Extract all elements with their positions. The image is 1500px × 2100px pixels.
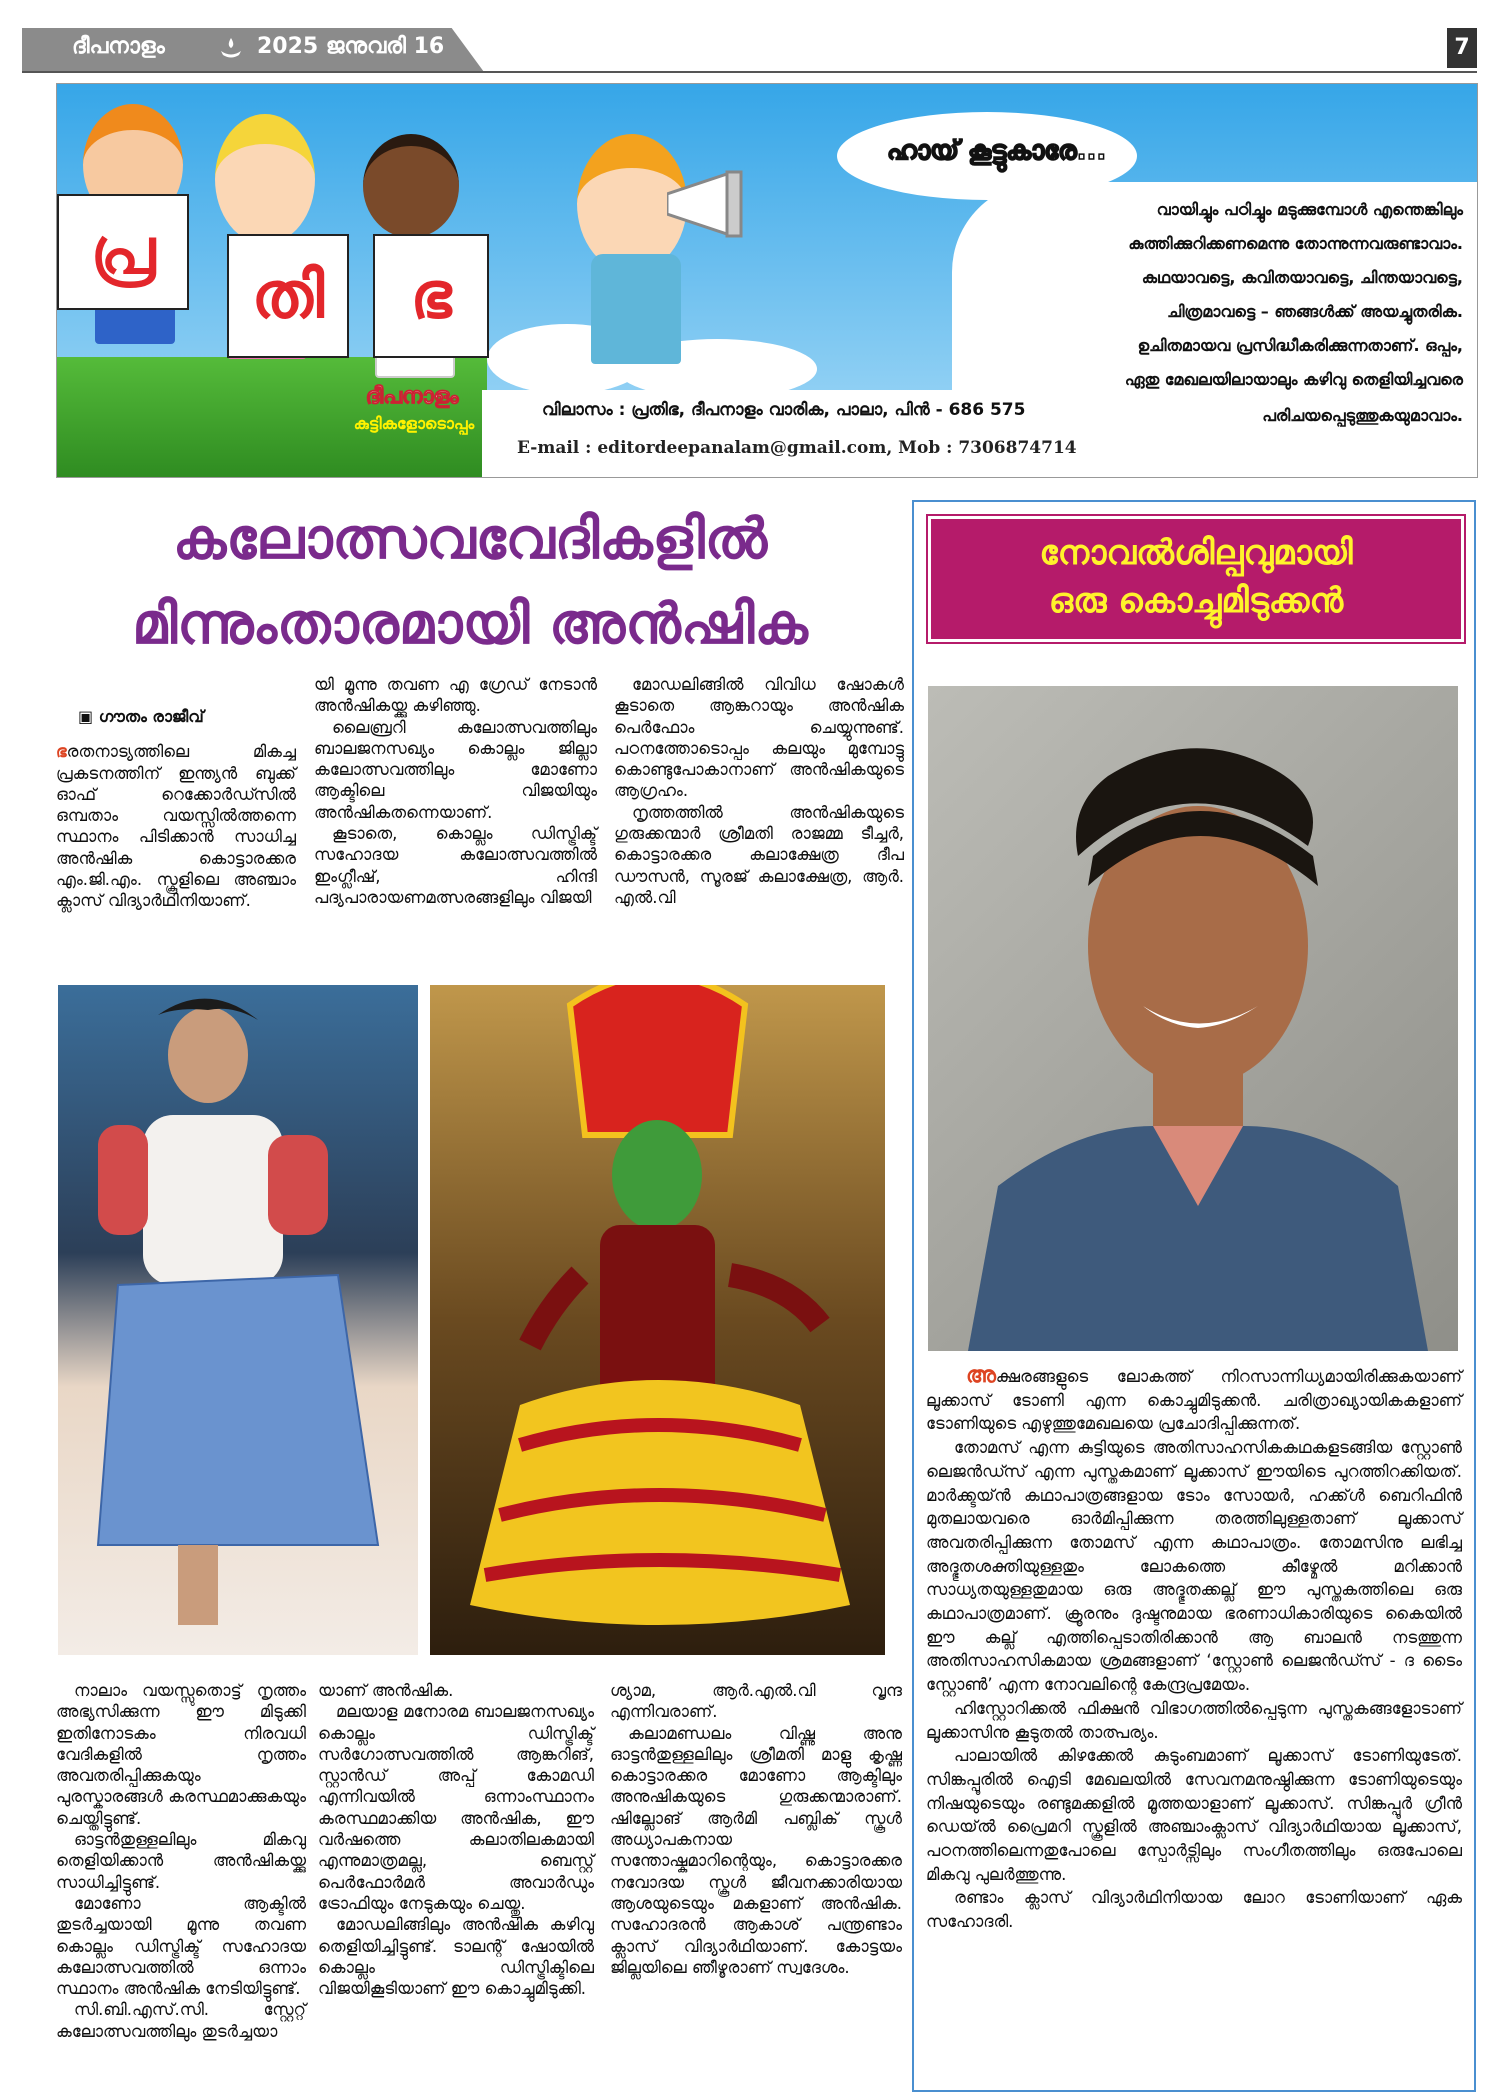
letter-sign: തി [227,234,349,358]
header-rule [22,71,1477,73]
paragraph: നൃത്തത്തിൽ അൻഷികയുടെ ഗുരുക്കന്മാർ ശ്രീമതി രാജമ്മ ടീച്ചർ, കൊട്ടാരക്കര കലാക്ഷേത്ര ദീപ ഡൗസൻ, സൂരജ് കലാക്ഷേത്ര, ആർ. എൽ.വി [614,802,904,907]
paragraph: മോഡലിങ്ങിൽ വിവിധ ഷോകൾ കൂടാതെ ആങ്കറായും അൻഷിക പെർഫോം ചെയ്യുന്നുണ്ട്. പഠനത്തോടൊപ്പം കലയും മുമ്പോട്ടു കൊണ്ടുപോകാനാണ് അൻഷികയുടെ ആഗ്രഹം. [614,675,904,801]
megaphone-girl-illustration [557,94,787,394]
article-column [318,1680,594,1999]
article-column [610,1680,902,1978]
publication-name: ദീപനാളം [72,34,165,59]
paragraph: കലാമണ്ഡലം വിഷ്ണു അനു ഓട്ടൻതുള്ളലിലും ശ്രീമതി മാളു കൃഷ്ണ കൊട്ടാരക്കര മോണോ ആക്ടിലും അനുഷികയുടെ ഗുരുക്കന്മാരാണ്. ഷില്ലോങ് ആർമി പബ്ലിക് സ്കൂൾ അധ്യാപകനായ സന്തോഷ്കുമാറിന്റെയും, കൊട്ടാരക്കര നവോദയ സ്കൂൾ ജീവനക്കാരിയായ ആശയുടെയും മകളാണ് അൻഷിക. സഹോദരൻ ആകാശ് പന്ത്രണ്ടാം ക്ലാസ് വിദ്യാർഥിയാണ്. കോട്ടയം ജില്ലയിലെ ഞീഴൂരാണ് സ്വദേശം. [610,1723,902,1977]
boy-portrait-photo [928,686,1458,1351]
article-headline-line1: കലോത്സവവേദികളിൽ [172,507,768,572]
byline: ▣ ഗൗതം രാജീവ് [78,707,204,726]
article-headline-line2: ഒരു കൊച്ചുമിടുക്കൻ [1048,581,1344,621]
paragraph: പാലായിൽ കിഴക്കേൽ കുടുംബമാണ് ലൂക്കാസ് ടോണിയുടേത്. സിങ്കപ്പൂരിൽ ഐടി മേഖലയിൽ സേവനമനുഷ്ഠിക്കുന്ന ടോണിയുടെയും നിഷയുടെയും രണ്ടുമക്കളിൽ മൂത്തയാളാണ് ലൂക്കാസ്. സിങ്കപ്പൂർ ഗ്രീൻ ഡെയ്ൽ പ്രൈമറി സ്കൂളിൽ അഞ്ചാംക്ലാസ് വിദ്യാർഥിയായ ലൂക്കാസ്, പഠനത്തിലെന്നതുപോലെ സ്പോർട്സിലും സംഗീതത്തിലും ഒരുപോലെ മികവു പുലർത്തുന്നു. [926,1746,1462,1884]
invite-line: ചിത്രമാവട്ടെ – ഞങ്ങൾക്ക് അയച്ചുതരിക. [1167,302,1463,321]
paragraph: ഹിസ്റ്റോറിക്കൽ ഫിക്ഷൻ വിഭാഗത്തിൽപ്പെടുന്ന പുസ്തകങ്ങളോടാണ് ലൂക്കാസിനു കൂടുതൽ താത്പര്യം. [926,1698,1462,1742]
greeting-text: ഹായ് കൂട്ടുകാരേ... [887,136,1107,166]
oil-lamp-icon [218,36,244,62]
drop-cap: ഭ [56,742,67,762]
article-column [314,674,597,908]
paragraph: ശ്യാമ, ആർ.എൽ.വി വൃന്ദ എന്നിവരാണ്. [610,1681,902,1722]
invite-line: ഏതു മേഖലയിലായാലും കഴിവു തെളിയിച്ചവരെ [1124,370,1463,389]
page-header [22,28,1477,72]
dancer-photo [58,985,418,1655]
paragraph: രണ്ടാം ക്ലാസ് വിദ്യാർഥിനിയായ ലോറ ടോണിയാണ് ഏക സഹോദരി. [926,1888,1462,1932]
paragraph: നാലാം വയസ്സുതൊട്ട് നൃത്തം അഭ്യസിക്കുന്ന ഈ മിടുക്കി ഇതിനോടകം നിരവധി വേദികളിൽ നൃത്തം അവതരിപ്പിക്കുകയും പുരസ്കാരങ്ങൾ കരസ്ഥമാക്കുകയും ചെയ്തിട്ടുണ്ട്. [56,1681,306,1828]
paragraph: സി.ബി.എസ്.സി. സ്റ്റേറ്റ് കലോത്സവത്തിലും തുടർച്ചയാ [56,2000,306,2041]
paragraph: മോണോ ആക്ടിൽ തുടർച്ചയായി മൂന്നു തവണ കൊല്ലം ഡിസ്ട്രിക്ട് സഹോദയ കലോത്സവത്തിൽ ഒന്നാം സ്ഥാനം അൻഷിക നേടിയിട്ടുണ്ട്. [56,1893,306,1999]
performer-photo [430,985,885,1655]
invite-line: ഉചിതമായവ പ്രസിദ്ധീകരിക്കുന്നതാണ്. ഒപ്പം, [1137,336,1463,355]
article-column [614,674,904,908]
paragraph: ലൈബ്രറി കലോത്സവത്തിലും ബാലജനസഖ്യം കൊല്ലം ജില്ലാ കലോത്സവത്തിലും മോണോ ആക്ടിലെ വിജയിയും അൻഷികതന്നെയാണ്. [314,717,597,822]
paragraph: തോമസ് എന്ന കുട്ടിയുടെ അതിസാഹസികകഥകളടങ്ങിയ സ്റ്റോൺ ലെജൻഡ്സ് എന്ന പുസ്തകമാണ് ലൂക്കാസ് ഈയിടെ പുറത്തിറക്കിയത്. മാർക്ക്ടയ്ൻ കഥാപാത്രങ്ങളായ ടോം സോയർ, ഹക്ക്ൾ ബെറിഫിൻ മുതലായവരെ ഓർമിപ്പിക്കുന്ന തരത്തിലുള്ളതാണ് ലൂക്കാസ് അവതരിപ്പിക്കുന്ന തോമസ് എന്ന കഥാപാത്രം. തോമസിനു ലഭിച്ച അദ്ഭുതശക്തിയുള്ളതും ലോകത്തെ കീഴ്മേൽ മറിക്കാൻ സാധ്യതയുള്ളതുമായ ഒരു അദ്ഭുതക്കല്ല് ഈ പുസ്തകത്തിലെ ഒരു കഥാപാത്രമാണ്. ക്രൂരനും ദുഷ്ടനുമായ ഭരണാധികാരിയുടെ കൈയിൽ ഈ കല്ല് എത്തിപ്പെടാതിരിക്കാൻ ആ ബാലൻ നടത്തുന്ന അതിസാഹസികമായ ശ്രമങ്ങളാണ് ‘സ്റ്റോൺ ലെജൻഡ്സ് - ദ ടൈം സ്റ്റോൺ’ എന്ന നോവലിന്റെ കേന്ദ്രപ്രമേയം. [926,1438,1462,1695]
article-headline-box [928,516,1464,642]
paragraph: മലയാള മനോരമ ബാലജനസഖ്യം കൊല്ലം ഡിസ്ട്രിക്ട് സർഗോത്സവത്തിൽ ആങ്കറിങ്, സ്റ്റാൻഡ് അപ്പ് കോമഡി എന്നിവയിൽ ഒന്നാംസ്ഥാനം കരസ്ഥമാക്കിയ അൻഷിക, ഈ വർഷത്തെ കലാതിലകമായി എന്നുമാത്രമല്ല, ബെസ്റ്റ് പെർഫോർമർ അവാർഡും ട്രോഫിയും നേടുകയും ചെയ്തു. [318,1702,594,1913]
article-column [56,700,296,912]
paragraph: യി മൂന്നു തവണ എ ഗ്രേഡ് നേടാൻ അൻഷികയ്ക്കു കഴിഞ്ഞു. [314,675,597,716]
brand-tagline: കുട്ടികളോടൊപ്പം [353,414,475,433]
issue-date: 2025 ജനുവരി 16 [257,34,445,59]
paragraph: യാണ് അൻഷിക. [318,1681,454,1700]
megaphone-icon [667,164,777,244]
invite-line: കഥയാവട്ടെ, കവിതയാവട്ടെ, ചിന്തയാവട്ടെ, [1141,268,1463,287]
prathibha-banner [56,83,1478,478]
paragraph: ക്ഷരങ്ങളുടെ ലോകത്ത് നിറസാന്നിധ്യമായിരിക്കുകയാണ് ലൂക്കാസ് ടോണി എന്ന കൊച്ചുമിടുക്കൻ. ചരിത്രാഖ്യായികകളാണ് ടോണിയുടെ എഴുത്തുമേഖലയെ പ്രചോദിപ്പിക്കുന്നത്. [926,1367,1462,1434]
article-headline-line1: നോവൽശില്പവുമായി [1039,533,1353,573]
article-body [926,1364,1462,1934]
contact-details: E-mail : editordeepanalam@gmail.com, Mob : 7306874714 [517,438,1077,458]
invite-line: പരിചയപ്പെടുത്തുകയുമാവാം. [1262,406,1463,425]
address-panel [482,390,1120,477]
article-headline-line2: മിന്നുംതാരമായി അൻഷിക [132,592,808,657]
invite-line: കുത്തിക്കുറിക്കണമെന്നു തോന്നുന്നവരുണ്ടാവാം. [1128,234,1463,253]
letter-sign: ഭ [373,234,489,358]
paragraph: കൂടാതെ, കൊല്ലം ഡിസ്ട്രിക്ട് സഹോദയ കലോത്സവത്തിൽ ഇംഗ്ലീഷ്, ഹിന്ദി പദ്യപാരായണമത്സരങ്ങളിലും വിജയി [314,824,597,907]
letter-sign: പ്ര [57,194,189,310]
drop-cap: അ [966,1363,996,1388]
article-column [56,1680,306,2042]
postal-address: വിലാസം : പ്രതിഭ, ദീപനാളം വാരിക, പാലാ, പിൻ - 686 575 [542,400,1026,420]
article-box [912,500,1476,2092]
brand-name: ദീപനാളം [365,384,459,409]
invite-line: വായിച്ചും പഠിച്ചും മടുക്കുമ്പോൾ എന്തെങ്കിലും [1156,200,1463,219]
paragraph: ഓട്ടൻതുള്ളലിലും മികവു തെളിയിക്കാൻ അൻഷികയ്ക്കു സാധിച്ചിട്ടുണ്ട്. [56,1830,306,1892]
paragraph: മോഡലിങ്ങിലും അൻഷിക കഴിവു തെളിയിച്ചിട്ടുണ്ട്. ടാലന്റ് ഷോയിൽ കൊല്ലം ഡിസ്ട്രിക്ടിലെ വിജയികൂടിയാണ് ഈ കൊച്ചുമിടുക്കി. [318,1915,594,1999]
page-number: 7 [1447,28,1477,68]
paragraph: രതനാട്യത്തിലെ മികച്ച പ്രകടനത്തിന് ഇന്ത്യൻ ബുക്ക് ഓഫ് റെക്കോർഡ്സിൽ ഒമ്പതാം വയസ്സിൽത്തന്നെ സ്ഥാനം പിടിക്കാൻ സാധിച്ച അൻഷിക കൊട്ടാരക്കര എം.ജി.എം. സ്കൂളിലെ അഞ്ചാം ക്ലാസ് വിദ്യാർഥിനിയാണ്. [56,742,296,911]
